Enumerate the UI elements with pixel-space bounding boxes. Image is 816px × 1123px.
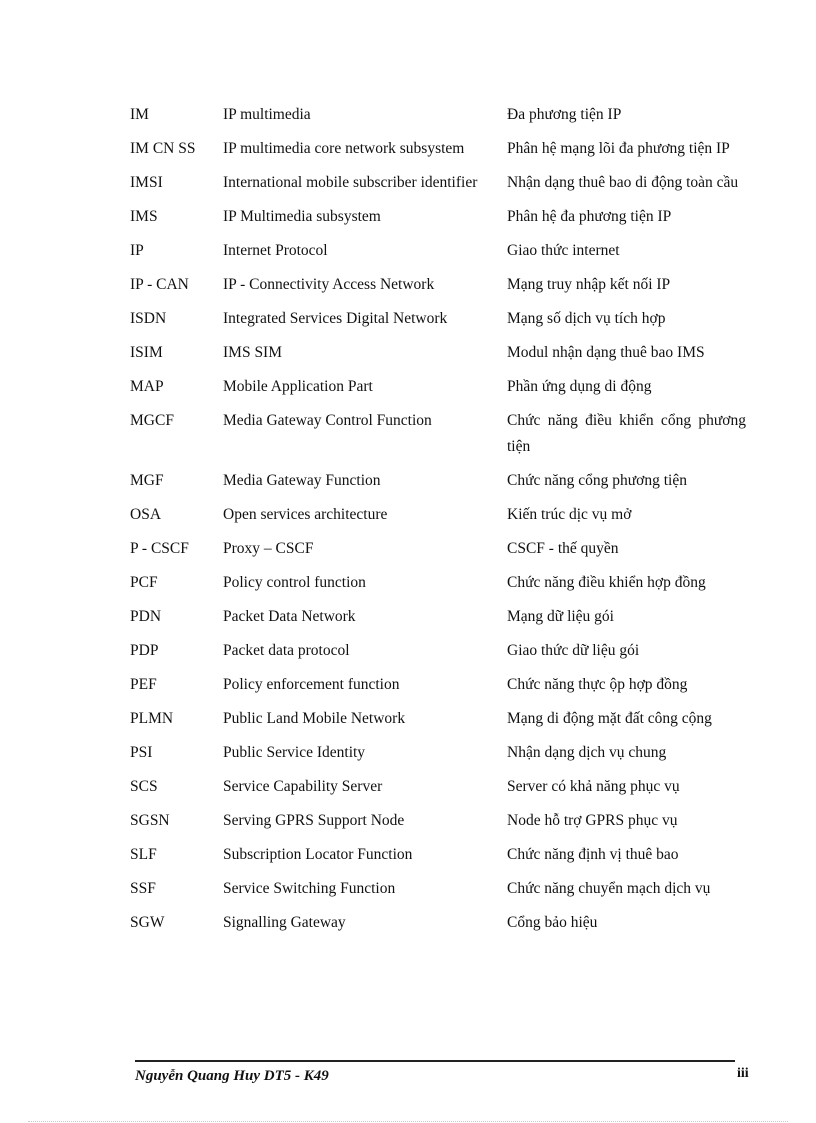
vietnamese-term-cell: Giao thức internet xyxy=(507,242,620,259)
english-term-cell: Serving GPRS Support Node xyxy=(223,812,405,829)
english-term-cell: IP - Connectivity Access Network xyxy=(223,276,435,293)
table-row xyxy=(130,272,746,306)
abbreviation-cell: SGW xyxy=(130,914,165,931)
abbreviation-cell: OSA xyxy=(130,506,162,523)
table-row xyxy=(130,204,746,238)
abbreviation-cell: MGCF xyxy=(130,412,174,429)
english-term-cell: Subscription Locator Function xyxy=(223,846,413,863)
english-term-cell: Integrated Services Digital Network xyxy=(223,310,448,327)
vietnamese-term-cell: Mạng số dịch vụ tích hợp xyxy=(507,310,666,327)
vietnamese-term-cell: Phân hệ đa phương tiện IP xyxy=(507,208,672,225)
footer-author: Nguyễn Quang Huy DT5 - K49 xyxy=(135,1068,329,1084)
english-term-cell: Service Capability Server xyxy=(223,778,383,795)
table-row xyxy=(130,570,746,604)
page-number: iii xyxy=(737,1066,749,1081)
english-term-cell: IP multimedia xyxy=(223,106,311,123)
page-bottom-border xyxy=(28,1121,788,1122)
table-row xyxy=(130,740,746,774)
abbreviation-cell: PDN xyxy=(130,608,162,625)
abbreviation-cell: P - CSCF xyxy=(130,540,189,557)
english-term-cell: Media Gateway Control Function xyxy=(223,412,432,429)
vietnamese-term-cell: Phần ứng dụng di động xyxy=(507,378,652,395)
english-term-cell: Packet data protocol xyxy=(223,642,350,659)
english-term-cell: Internet Protocol xyxy=(223,242,328,259)
vietnamese-term-cell: Chức năng chuyển mạch dịch vụ xyxy=(507,880,711,897)
vietnamese-term-cell: Nhận dạng thuê bao di động toàn cầu xyxy=(507,174,739,191)
table-row xyxy=(130,910,746,944)
table-row xyxy=(130,604,746,638)
english-term-cell: Public Service Identity xyxy=(223,744,366,761)
table-row xyxy=(130,170,746,204)
table-row xyxy=(130,408,746,468)
english-term-cell: Public Land Mobile Network xyxy=(223,710,406,727)
english-term-cell: IMS SIM xyxy=(223,344,283,361)
vietnamese-term-cell: Nhận dạng dịch vụ chung xyxy=(507,744,667,761)
abbreviation-cell: MGF xyxy=(130,472,164,489)
table-row xyxy=(130,502,746,536)
abbreviation-cell: SCS xyxy=(130,778,158,795)
english-term-cell: Packet Data Network xyxy=(223,608,356,625)
abbreviation-cell: IP xyxy=(130,242,144,259)
abbreviation-cell: MAP xyxy=(130,378,164,395)
vietnamese-term-cell: Mạng di động mặt đất công cộng xyxy=(507,710,712,727)
english-term-cell: Policy control function xyxy=(223,574,366,591)
table-row xyxy=(130,774,746,808)
abbreviation-table-body xyxy=(130,102,746,944)
footer-rule xyxy=(135,1060,735,1062)
english-term-cell: IP Multimedia subsystem xyxy=(223,208,381,225)
table-row xyxy=(130,136,746,170)
vietnamese-term-cell: Mạng truy nhập kết nối IP xyxy=(507,276,671,293)
abbreviation-cell: IP - CAN xyxy=(130,276,189,293)
abbreviation-cell: ISDN xyxy=(130,310,167,327)
table-row xyxy=(130,638,746,672)
abbreviation-cell: SGSN xyxy=(130,812,170,829)
abbreviation-cell: IMS xyxy=(130,208,158,225)
abbreviation-cell: ISIM xyxy=(130,344,163,361)
table-row xyxy=(130,536,746,570)
vietnamese-term-cell: Server có khả năng phục vụ xyxy=(507,778,680,795)
vietnamese-term-cell: Chức năng điều khiển hợp đồng xyxy=(507,574,706,591)
vietnamese-term-cell: Chức năng cổng phương tiện xyxy=(507,472,687,489)
vietnamese-term-cell: Kiến trúc dịc vụ mở xyxy=(507,506,632,523)
table-row xyxy=(130,808,746,842)
vietnamese-term-cell: Node hỗ trợ GPRS phục vụ xyxy=(507,812,678,829)
english-term-cell: Service Switching Function xyxy=(223,880,396,897)
vietnamese-term-cell: Modul nhận dạng thuê bao IMS xyxy=(507,344,705,361)
vietnamese-term-cell: Đa phương tiện IP xyxy=(507,106,622,123)
abbreviation-cell: IMSI xyxy=(130,174,163,191)
vietnamese-term-cell: Mạng dữ liệu gói xyxy=(507,608,614,625)
abbreviation-cell: SLF xyxy=(130,846,157,863)
vietnamese-term-cell: Giao thức dữ liệu gói xyxy=(507,642,640,659)
english-term-cell: IP multimedia core network subsystem xyxy=(223,140,465,157)
abbreviation-cell: PDP xyxy=(130,642,159,659)
table-row xyxy=(130,876,746,910)
english-term-cell: Proxy – CSCF xyxy=(223,540,314,557)
abbreviation-cell: SSF xyxy=(130,880,156,897)
vietnamese-term-cell: Chức năng định vị thuê bao xyxy=(507,846,679,863)
english-term-cell: Media Gateway Function xyxy=(223,472,381,489)
abbreviation-cell: IM CN SS xyxy=(130,140,196,157)
vietnamese-term-cell: Phân hệ mạng lõi đa phương tiện IP xyxy=(507,140,730,157)
table-row xyxy=(130,468,746,502)
vietnamese-term-cell: Chức năng điều khiển cổng phương tiện xyxy=(507,412,746,455)
vietnamese-term-cell: Cổng bảo hiệu xyxy=(507,914,598,931)
abbreviation-cell: PLMN xyxy=(130,710,174,727)
table-row xyxy=(130,306,746,340)
table-row xyxy=(130,842,746,876)
abbreviation-table xyxy=(130,102,746,944)
table-row xyxy=(130,102,746,136)
english-term-cell: Policy enforcement function xyxy=(223,676,400,693)
vietnamese-term-cell: CSCF - thế quyền xyxy=(507,540,619,557)
english-term-cell: Open services architecture xyxy=(223,506,388,523)
table-row xyxy=(130,238,746,272)
english-term-cell: Mobile Application Part xyxy=(223,378,373,395)
abbreviation-cell: IM xyxy=(130,106,149,123)
abbreviation-cell: PCF xyxy=(130,574,158,591)
abbreviation-cell: PSI xyxy=(130,744,153,761)
abbreviation-cell: PEF xyxy=(130,676,157,693)
english-term-cell: International mobile subscriber identifier xyxy=(223,174,478,191)
table-row xyxy=(130,672,746,706)
table-row xyxy=(130,706,746,740)
table-row xyxy=(130,340,746,374)
english-term-cell: Signalling Gateway xyxy=(223,914,346,931)
table-row xyxy=(130,374,746,408)
vietnamese-term-cell: Chức năng thực ộp hợp đồng xyxy=(507,676,688,693)
